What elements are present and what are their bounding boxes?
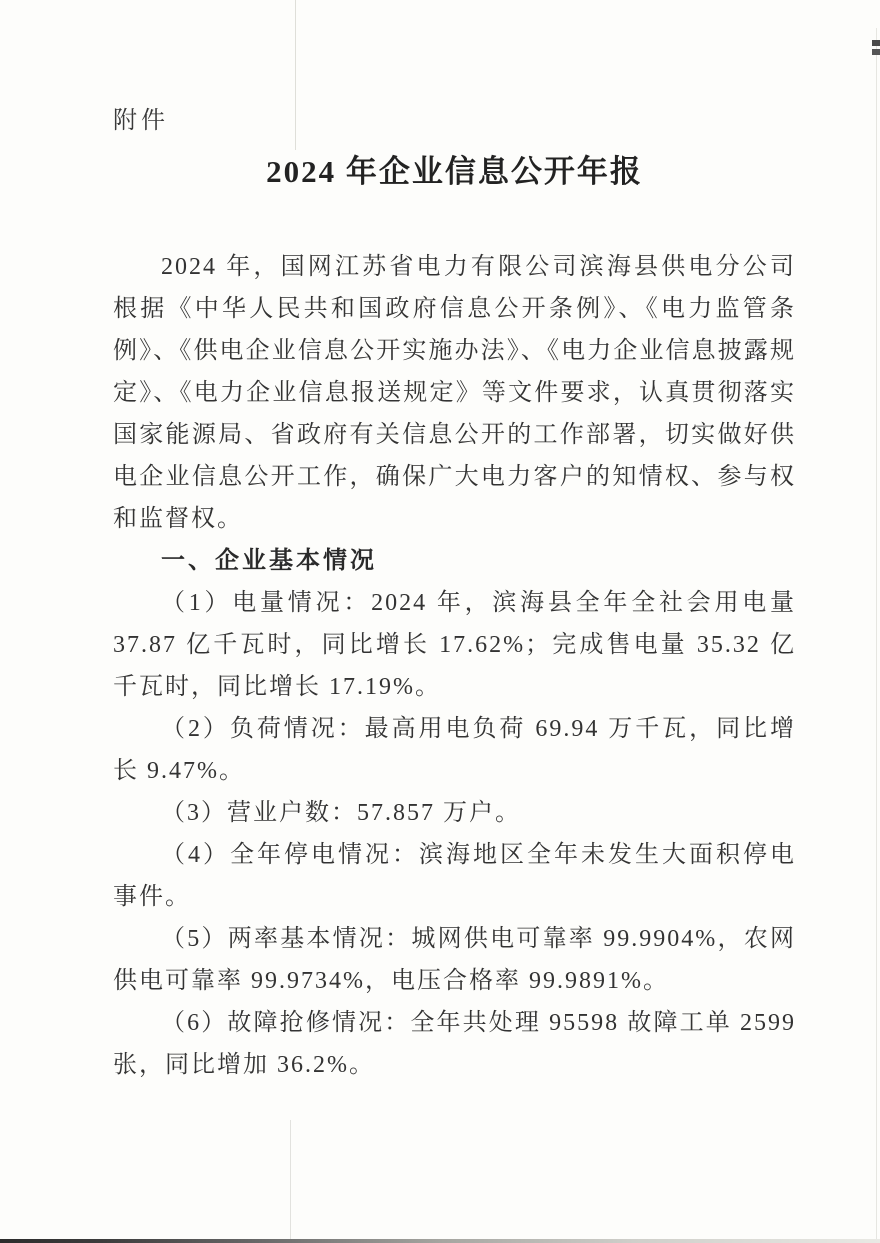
scan-fold-line-bottom <box>290 1120 291 1243</box>
scan-right-edge-mark <box>872 40 880 46</box>
item-customer-accounts: （3）营业户数：57.857 万户。 <box>161 800 521 826</box>
item-fault-repair: （6）故障抢修情况：全年共处理 95598 故障工单 2599 张，同比增加 36.2%。 <box>113 1010 796 1078</box>
document-title: 2024 年企业信息公开年报 <box>266 154 643 189</box>
item-load-situation: （2）负荷情况：最高用电负荷 69.94 万千瓦，同比增长 9.47%。 <box>113 716 796 784</box>
scan-right-edge-mark-2 <box>872 49 880 55</box>
item-outage-situation: （4）全年停电情况：滨海地区全年未发生大面积停电事件。 <box>113 842 796 910</box>
document-content <box>113 0 796 1086</box>
scan-right-edge-line <box>876 28 877 1243</box>
attachment-label: 附件 <box>113 108 169 134</box>
scan-bottom-edge-shadow <box>0 1239 880 1243</box>
document-body <box>113 246 796 1086</box>
item-electricity-volume: （1）电量情况：2024 年，滨海县全年全社会用电量 37.87 亿千瓦时，同比增长 17.62%；完成售电量 35.32 亿千瓦时，同比增长 17.19%。 <box>113 590 796 700</box>
intro-paragraph: 2024 年，国网江苏省电力有限公司滨海县供电分公司根据《中华人民共和国政府信息公开条例》、《电力监管条例》、《供电企业信息公开实施办法》、《电力企业信息披露规定》、《电力企业信息报送规定》等文件要求，认真贯彻落实国家能源局、省政府有关信息公开的工作部署，切实做好供电企业信息公开工作，确保广大电力客户的知情权、参与权和监督权。 <box>113 254 796 532</box>
section-heading-basic-info: 一、企业基本情况 <box>161 547 377 574</box>
item-reliability-rates: （5）两率基本情况：城网供电可靠率 99.9904%，农网供电可靠率 99.9734%，电压合格率 99.9891%。 <box>113 926 796 994</box>
